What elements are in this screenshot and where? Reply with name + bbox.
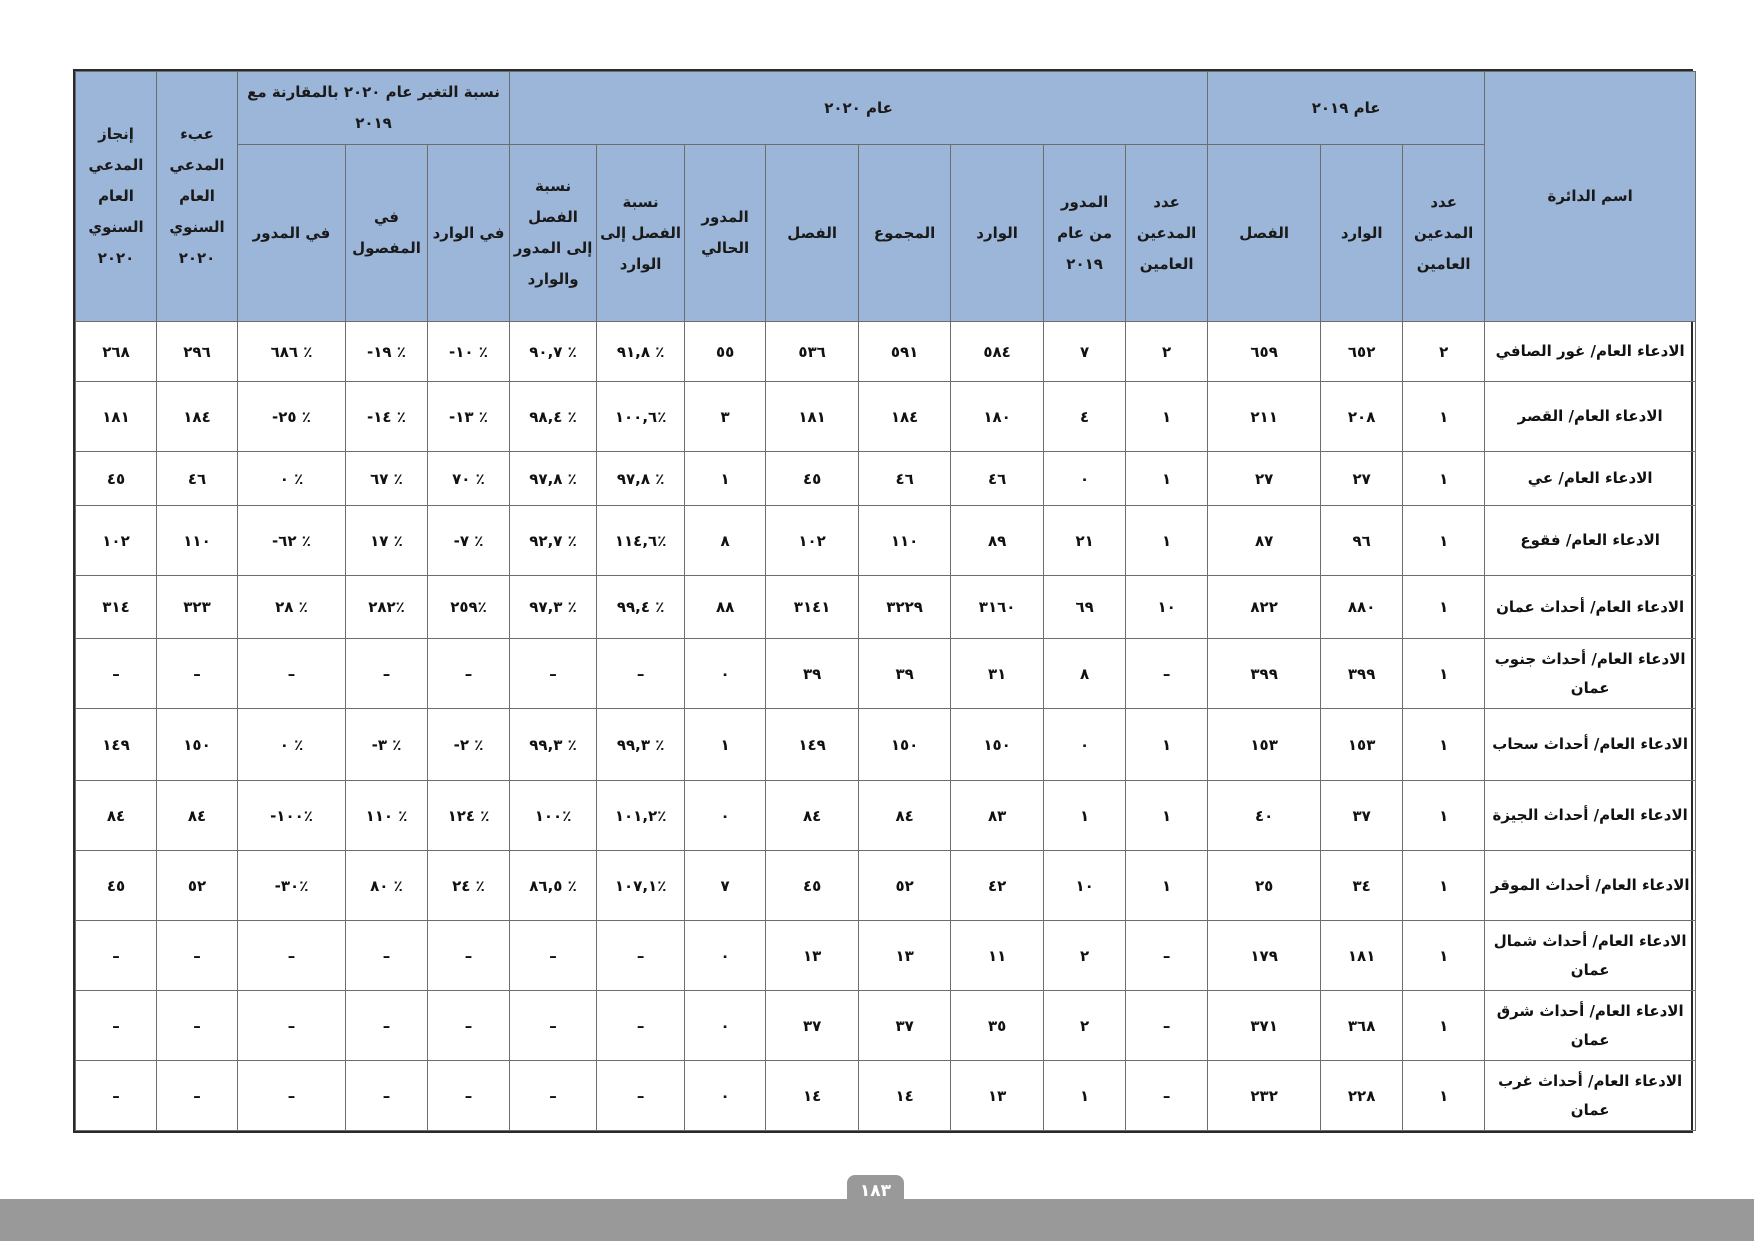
cell-burden: – [157,991,238,1061]
cell-y19-incoming: ٣٧ [1321,781,1403,851]
cell-chg-resolved: – [346,639,428,709]
cell-y19-resolved: ٢٣٢ [1208,1061,1321,1131]
cell-y20-resolved: ١٣ [766,921,859,991]
cell-y20-incoming: ٣١ [951,639,1044,709]
cell-chg-incoming: ٪ ٢- [428,709,510,781]
cell-y20-resolved: ١٤٩ [766,709,859,781]
cell-achievement: ١٨١ [76,382,157,452]
table-row [76,506,1696,576]
cell-y20-current: ٨٨ [685,576,766,639]
district-name-cell: الادعاء العام/ أحداث غرب عمان [1485,1061,1696,1131]
cell-y19-incoming: ٨٨٠ [1321,576,1403,639]
cell-chg-resolved: ٪ ١٤- [346,382,428,452]
cell-y20-current: ٧ [685,851,766,921]
cell-chg-resolved: ٪ ٨٠ [346,851,428,921]
cell-y20-incoming: ٤٦ [951,452,1044,506]
cell-chg-incoming: ٪ ٧٠ [428,452,510,506]
cell-y20-total: ٥٢ [859,851,951,921]
cell-achievement: – [76,1061,157,1131]
cell-y20-resolved: ٥٣٦ [766,322,859,382]
cell-y20-prosecutors: ١٠ [1126,576,1208,639]
cell-chg-incoming: – [428,991,510,1061]
cell-chg-carried: ٪ ٠ [238,709,346,781]
cell-y20-current: ١ [685,452,766,506]
cell-y20-ratio-incoming: ٪١١٤,٦ [597,506,685,576]
cell-y19-prosecutors: ٢ [1403,322,1485,382]
cell-y20-total: ٨٤ [859,781,951,851]
district-name-cell: الادعاء العام/ أحداث جنوب عمان [1485,639,1696,709]
cell-chg-carried: ٪١٠٠- [238,781,346,851]
page-number: ١٨٣ [847,1175,904,1206]
cell-y20-incoming: ١٣ [951,1061,1044,1131]
cell-y20-incoming: ١٨٠ [951,382,1044,452]
cell-y20-carried: ١ [1044,1061,1126,1131]
cell-burden: ٥٢ [157,851,238,921]
cell-y20-carried: ٤ [1044,382,1126,452]
table-row [76,1061,1696,1131]
cell-chg-resolved: ٪ ٣- [346,709,428,781]
cell-y20-ratio-incoming: – [597,639,685,709]
cell-y20-resolved: ١٤ [766,1061,859,1131]
cell-achievement: ٢٦٨ [76,322,157,382]
cell-chg-incoming: ٪٢٥٩ [428,576,510,639]
cell-achievement: – [76,639,157,709]
cell-y20-total: ٣٩ [859,639,951,709]
cell-y19-incoming: ١٨١ [1321,921,1403,991]
cell-y20-ratio-incoming: ٪ ٩٩,٣ [597,709,685,781]
cell-y20-incoming: ٨٩ [951,506,1044,576]
cell-y19-resolved: ٤٠ [1208,781,1321,851]
cell-achievement: – [76,921,157,991]
cell-y20-total: ١٥٠ [859,709,951,781]
cell-y20-prosecutors: ١ [1126,851,1208,921]
table-row [76,452,1696,506]
cell-burden: – [157,639,238,709]
cell-y20-resolved: ٤٥ [766,452,859,506]
header-row-columns [76,145,1696,322]
cell-chg-incoming: – [428,639,510,709]
cell-y19-incoming: ٣٦٨ [1321,991,1403,1061]
cell-chg-incoming: ٪ ١٢٤ [428,781,510,851]
cell-y20-ratio-incoming: ٪١٠٠,٦ [597,382,685,452]
cell-y19-resolved: ٢٥ [1208,851,1321,921]
cell-y20-carried: ٠ [1044,709,1126,781]
cell-chg-resolved: ٪ ٦٧ [346,452,428,506]
cell-y20-prosecutors: ١ [1126,781,1208,851]
cell-y20-carried: ١٠ [1044,851,1126,921]
cell-y20-ratio-carried: ٪ ٩٠,٧ [510,322,597,382]
cell-y20-total: ٤٦ [859,452,951,506]
district-name-cell: الادعاء العام/ أحداث سحاب [1485,709,1696,781]
cell-y20-carried: ٢١ [1044,506,1126,576]
cell-y20-prosecutors: – [1126,639,1208,709]
cell-y19-resolved: ٨٧ [1208,506,1321,576]
cell-y20-current: ٣ [685,382,766,452]
cell-y20-carried: ٨ [1044,639,1126,709]
cell-achievement: ٤٥ [76,851,157,921]
cell-y20-current: ٠ [685,1061,766,1131]
cell-y20-incoming: ٨٣ [951,781,1044,851]
cell-y19-resolved: ٢٧ [1208,452,1321,506]
header-annual-achievement: إنجاز المدعي العام السنوي ٢٠٢٠ [76,72,157,322]
cell-y20-prosecutors: ١ [1126,709,1208,781]
cell-y20-total: ٣٧ [859,991,951,1061]
cell-chg-resolved: – [346,1061,428,1131]
header-2019-incoming: الوارد [1321,145,1403,322]
cell-y19-resolved: ٢١١ [1208,382,1321,452]
cell-y20-carried: ٢ [1044,991,1126,1061]
cell-chg-carried: – [238,1061,346,1131]
cell-y19-resolved: ٣٩٩ [1208,639,1321,709]
cell-y20-current: ٠ [685,991,766,1061]
cell-y20-prosecutors: ١ [1126,452,1208,506]
header-2019-prosecutors: عدد المدعين العامين [1403,145,1485,322]
cell-y20-ratio-carried: – [510,991,597,1061]
header-row-groups [76,72,1696,145]
cell-chg-carried: – [238,639,346,709]
cell-y19-prosecutors: ١ [1403,851,1485,921]
cell-y20-ratio-incoming: ٪ ٩٩,٤ [597,576,685,639]
cell-y19-resolved: ٣٧١ [1208,991,1321,1061]
cell-y19-incoming: ٢٠٨ [1321,382,1403,452]
cell-y20-prosecutors: ١ [1126,506,1208,576]
table-row [76,781,1696,851]
cell-y20-prosecutors: – [1126,921,1208,991]
cell-y20-current: ٨ [685,506,766,576]
cell-chg-carried: ٪ ٢٨ [238,576,346,639]
table-row [76,921,1696,991]
cell-y20-incoming: ٥٨٤ [951,322,1044,382]
header-2020-ratio-incoming: نسبة الفصل إلى الوارد [597,145,685,322]
cell-y19-resolved: ٨٢٢ [1208,576,1321,639]
cell-y20-incoming: ١١ [951,921,1044,991]
cell-y20-ratio-incoming: – [597,921,685,991]
cell-burden: ٤٦ [157,452,238,506]
cell-chg-carried: ٪ ٠ [238,452,346,506]
cell-chg-resolved: ٪ ١٩- [346,322,428,382]
cell-y20-current: ١ [685,709,766,781]
cell-y19-incoming: ٩٦ [1321,506,1403,576]
cell-y20-resolved: ٣١٤١ [766,576,859,639]
district-name-cell: الادعاء العام/ أحداث شرق عمان [1485,991,1696,1061]
cell-chg-incoming: – [428,1061,510,1131]
cell-y20-current: ٠ [685,781,766,851]
cell-y19-prosecutors: ١ [1403,781,1485,851]
cell-chg-resolved: ٪ ١٧ [346,506,428,576]
cell-y20-total: ٣٢٢٩ [859,576,951,639]
cell-y19-prosecutors: ١ [1403,576,1485,639]
header-2020-carried-over: المدور من عام ٢٠١٩ [1044,145,1126,322]
cell-y19-resolved: ١٥٣ [1208,709,1321,781]
cell-burden: – [157,921,238,991]
table-row [76,709,1696,781]
cell-y20-incoming: ٣١٦٠ [951,576,1044,639]
cell-y20-ratio-carried: ٪١٠٠ [510,781,597,851]
header-change-incoming: في الوارد [428,145,510,322]
cell-achievement: – [76,991,157,1061]
district-name-cell: الادعاء العام/ أحداث الجيزة [1485,781,1696,851]
cell-y19-prosecutors: ١ [1403,639,1485,709]
cell-y20-ratio-incoming: ٪١٠١,٢ [597,781,685,851]
cell-burden: ١٨٤ [157,382,238,452]
table-row [76,322,1696,382]
header-2020-resolved: الفصل [766,145,859,322]
cell-y20-carried: ٢ [1044,921,1126,991]
cell-y20-incoming: ٤٢ [951,851,1044,921]
cell-y20-prosecutors: – [1126,1061,1208,1131]
cell-y20-ratio-carried: ٪ ٩٧,٨ [510,452,597,506]
cell-y20-ratio-carried: ٪ ٩٧,٣ [510,576,597,639]
statistics-table-container [73,69,1693,1133]
cell-achievement: ٣١٤ [76,576,157,639]
cell-burden: – [157,1061,238,1131]
cell-y19-resolved: ١٧٩ [1208,921,1321,991]
cell-burden: ٨٤ [157,781,238,851]
table-row [76,382,1696,452]
district-name-cell: الادعاء العام/ أحداث الموقر [1485,851,1696,921]
cell-chg-incoming: ٪ ١٠- [428,322,510,382]
cell-y20-current: ٠ [685,921,766,991]
cell-chg-incoming: ٪ ٧- [428,506,510,576]
cell-y20-ratio-carried: ٪ ٩٢,٧ [510,506,597,576]
cell-chg-carried: ٪ ٢٥- [238,382,346,452]
cell-y20-ratio-carried: ٪ ٩٩,٣ [510,709,597,781]
cell-chg-carried: – [238,921,346,991]
cell-y20-resolved: ٤٥ [766,851,859,921]
cell-y19-prosecutors: ١ [1403,921,1485,991]
cell-y20-carried: ٧ [1044,322,1126,382]
cell-chg-incoming: ٪ ٢٤ [428,851,510,921]
header-2020-total: المجموع [859,145,951,322]
cell-y19-prosecutors: ١ [1403,506,1485,576]
cell-achievement: ١٠٢ [76,506,157,576]
cell-y20-prosecutors: ١ [1126,382,1208,452]
cell-burden: ١١٠ [157,506,238,576]
cell-y20-resolved: ٨٤ [766,781,859,851]
header-2020-incoming: الوارد [951,145,1044,322]
cell-y20-ratio-carried: ٪ ٨٦,٥ [510,851,597,921]
cell-y20-resolved: ١٠٢ [766,506,859,576]
prosecution-statistics-table [75,71,1696,1131]
cell-y20-incoming: ١٥٠ [951,709,1044,781]
cell-y19-prosecutors: ١ [1403,1061,1485,1131]
cell-y19-prosecutors: ١ [1403,709,1485,781]
cell-y19-incoming: ٢٧ [1321,452,1403,506]
cell-y19-resolved: ٦٥٩ [1208,322,1321,382]
table-row [76,851,1696,921]
header-change-resolved: في المفصول [346,145,428,322]
cell-chg-resolved: ٪ ١١٠ [346,781,428,851]
header-year-2020: عام ٢٠٢٠ [510,72,1208,145]
district-name-cell: الادعاء العام/ فقوع [1485,506,1696,576]
cell-y20-current: ٠ [685,639,766,709]
cell-y20-ratio-carried: ٪ ٩٨,٤ [510,382,597,452]
cell-chg-resolved: – [346,921,428,991]
cell-y20-prosecutors: – [1126,991,1208,1061]
cell-y19-incoming: ٦٥٢ [1321,322,1403,382]
cell-y20-total: ١١٠ [859,506,951,576]
cell-y20-ratio-incoming: ٪ ٩٧,٨ [597,452,685,506]
table-row [76,576,1696,639]
cell-y20-ratio-incoming: ٪ ٩١,٨ [597,322,685,382]
header-2020-prosecutors: عدد المدعين العامين [1126,145,1208,322]
district-name-cell: الادعاء العام/ عي [1485,452,1696,506]
cell-achievement: ٨٤ [76,781,157,851]
header-district-name: اسم الدائرة [1485,72,1696,322]
cell-y19-incoming: ١٥٣ [1321,709,1403,781]
header-2020-current-carry: المدور الحالي [685,145,766,322]
cell-chg-incoming: – [428,921,510,991]
header-change-rate: نسبة التغير عام ٢٠٢٠ بالمقارنة مع ٢٠١٩ [238,72,510,145]
header-2019-resolved: الفصل [1208,145,1321,322]
cell-achievement: ١٤٩ [76,709,157,781]
table-row [76,639,1696,709]
cell-y20-ratio-carried: – [510,1061,597,1131]
cell-chg-carried: ٪٣٠- [238,851,346,921]
cell-achievement: ٤٥ [76,452,157,506]
cell-y19-prosecutors: ١ [1403,452,1485,506]
cell-y20-carried: ١ [1044,781,1126,851]
header-change-carried: في المدور [238,145,346,322]
cell-chg-carried: – [238,991,346,1061]
cell-burden: ١٥٠ [157,709,238,781]
cell-y20-total: ٥٩١ [859,322,951,382]
cell-y20-ratio-incoming: – [597,1061,685,1131]
district-name-cell: الادعاء العام/ غور الصافي [1485,322,1696,382]
cell-y20-prosecutors: ٢ [1126,322,1208,382]
cell-y20-incoming: ٣٥ [951,991,1044,1061]
cell-y19-incoming: ٢٢٨ [1321,1061,1403,1131]
header-annual-burden: عبء المدعي العام السنوي ٢٠٢٠ [157,72,238,322]
cell-y20-ratio-carried: – [510,921,597,991]
cell-y20-current: ٥٥ [685,322,766,382]
cell-chg-incoming: ٪ ١٣- [428,382,510,452]
cell-y20-carried: ٦٩ [1044,576,1126,639]
cell-chg-carried: ٪ ٦٨٦ [238,322,346,382]
cell-y20-resolved: ٣٧ [766,991,859,1061]
cell-y20-ratio-carried: – [510,639,597,709]
table-body [76,322,1696,1131]
cell-chg-resolved: – [346,991,428,1061]
cell-y20-total: ١٣ [859,921,951,991]
cell-y20-carried: ٠ [1044,452,1126,506]
cell-y19-incoming: ٣٤ [1321,851,1403,921]
header-2020-ratio-carried-incoming: نسبة الفصل إلى المدور والوارد [510,145,597,322]
cell-y20-total: ١٤ [859,1061,951,1131]
table-row [76,991,1696,1061]
cell-y20-resolved: ٣٩ [766,639,859,709]
cell-y20-resolved: ١٨١ [766,382,859,452]
cell-y19-incoming: ٣٩٩ [1321,639,1403,709]
cell-y19-prosecutors: ١ [1403,382,1485,452]
cell-y19-prosecutors: ١ [1403,991,1485,1061]
cell-burden: ٣٢٣ [157,576,238,639]
cell-y20-ratio-incoming: – [597,991,685,1061]
district-name-cell: الادعاء العام/ أحداث عمان [1485,576,1696,639]
district-name-cell: الادعاء العام/ القصر [1485,382,1696,452]
cell-chg-resolved: ٪٢٨٢ [346,576,428,639]
cell-chg-carried: ٪ ٦٢- [238,506,346,576]
cell-y20-total: ١٨٤ [859,382,951,452]
cell-y20-ratio-incoming: ٪١٠٧,١ [597,851,685,921]
district-name-cell: الادعاء العام/ أحداث شمال عمان [1485,921,1696,991]
cell-burden: ٢٩٦ [157,322,238,382]
header-year-2019: عام ٢٠١٩ [1208,72,1485,145]
